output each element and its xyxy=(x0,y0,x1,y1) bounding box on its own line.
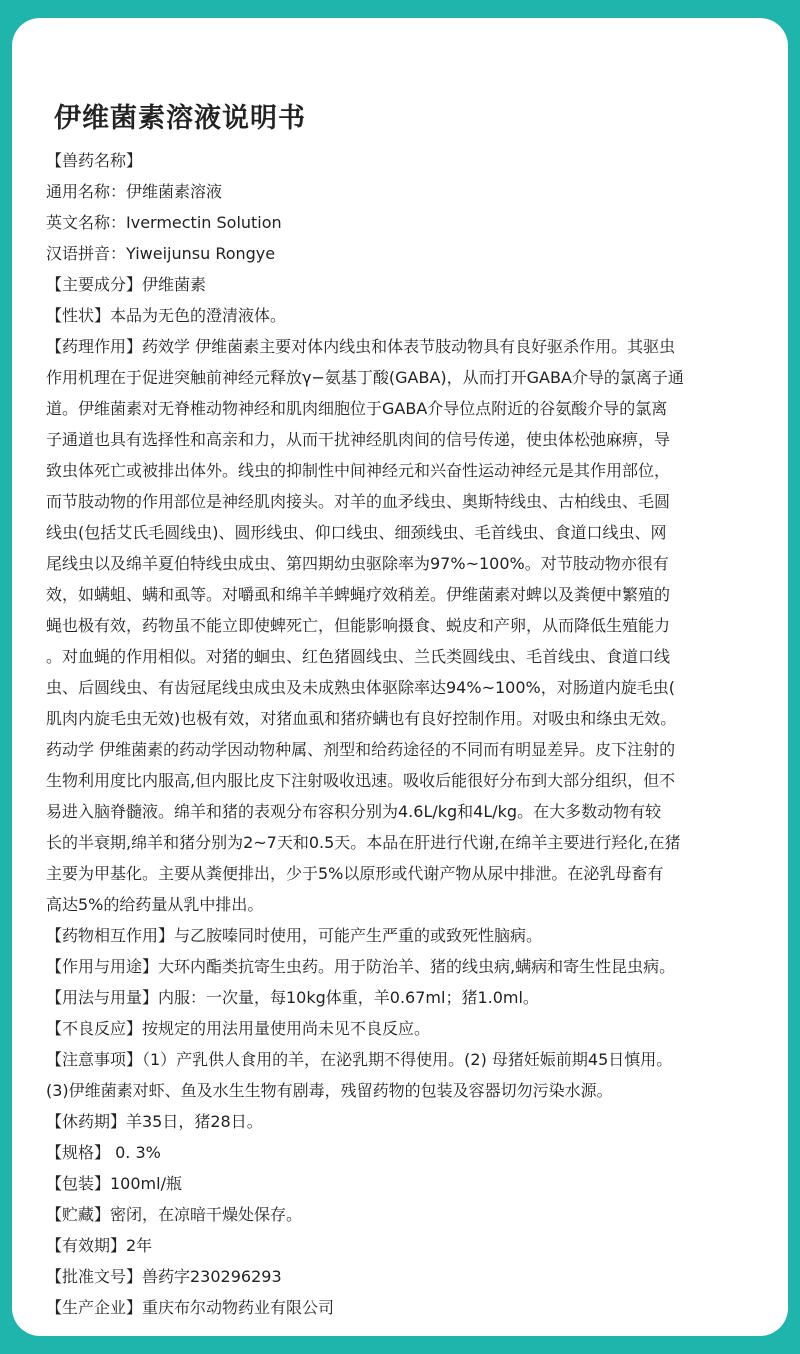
text-line: 【规格】 0. 3% xyxy=(46,1143,161,1162)
text-line: (3)伊维菌素对虾、鱼及水生生物有剧毒，残留药物的包装及容器切勿污染水源。 xyxy=(46,1081,613,1100)
text-line: 【药理作用】药效学 伊维菌素主要对体内线虫和体表节肢动物具有良好驱杀作用。其驱虫 xyxy=(46,337,676,356)
text-line: 虫、后圆线虫、有齿冠尾线虫成虫及未成熟虫体驱除率达94%~100%，对肠道内旋毛虫( xyxy=(46,678,675,697)
text-line: 易进入脑脊髓液。绵羊和猪的表观分布容积分别为4.6L/kg和4L/kg。在大多数动物有较 xyxy=(46,802,662,821)
text-line: 【兽药名称】 xyxy=(46,151,143,170)
text-line: 英文名称：Ivermectin Solution xyxy=(46,213,282,232)
text-line: 【注意事项】（1）产乳供人食用的羊，在泌乳期不得使用。(2) 母猪妊娠前期45日慎用。 xyxy=(46,1050,673,1069)
text-line: 通用名称：伊维菌素溶液 xyxy=(46,182,223,201)
text-line: 【生产企业】重庆布尔动物药业有限公司 xyxy=(46,1298,335,1317)
document-body xyxy=(46,145,762,1323)
text-line: 药动学 伊维菌素的药动学因动物种属、剂型和给药途径的不同而有明显差异。皮下注射的 xyxy=(46,740,676,759)
text-line: 【贮藏】密闭，在凉暗干燥处保存。 xyxy=(46,1205,303,1224)
text-line: 高达5%的给药量从乳中排出。 xyxy=(46,895,264,914)
document-title: 伊维菌素溶液说明书 xyxy=(54,103,306,134)
text-line: 【用法与用量】内服：一次量，每10kg体重，羊0.67ml；猪1.0ml。 xyxy=(46,988,539,1007)
text-line: 【批准文号】兽药字230296293 xyxy=(46,1267,282,1286)
text-line: 子通道也具有选择性和高亲和力，从而干扰神经肌肉间的信号传递，使虫体松弛麻痹，导 xyxy=(46,430,671,449)
text-line: 蝇也极有效，药物虽不能立即使蜱死亡，但能影响摄食、蜕皮和产卵，从而降低生殖能力 xyxy=(46,616,671,635)
text-line: 【不良反应】按规定的用法用量使用尚未见不良反应。 xyxy=(46,1019,431,1038)
text-line: 线虫(包括艾氏毛圆线虫)、圆形线虫、仰口线虫、细颈线虫、毛首线虫、食道口线虫、网 xyxy=(46,523,667,542)
text-line: 肌肉内旋毛虫无效)也极有效，对猪血虱和猪疥螨也有良好控制作用。对吸虫和绦虫无效。 xyxy=(46,709,677,728)
text-line: 生物利用度比内服高,但内服比皮下注射吸收迅速。吸收后能很好分布到大部分组织，但不 xyxy=(46,771,676,790)
document-card xyxy=(12,18,788,1336)
text-line: 主要为甲基化。主要从粪便排出，少于5%以原形或代谢产物从尿中排泄。在泌乳母畜有 xyxy=(46,864,664,883)
text-line: 汉语拼音：Yiweijunsu Rongye xyxy=(46,244,276,263)
text-line: 【作用与用途】大环内酯类抗寄生虫药。用于防治羊、猪的线虫病,螨病和寄生性昆虫病。 xyxy=(46,957,676,976)
text-line: 而节肢动物的作用部位是神经肌肉接头。对羊的血矛线虫、奥斯特线虫、古柏线虫、毛圆 xyxy=(46,492,671,511)
text-line: 致虫体死亡或被排出体外。线虫的抑制性中间神经元和兴奋性运动神经元是其作用部位， xyxy=(46,461,671,480)
text-line: 【性状】本品为无色的澄清液体。 xyxy=(46,306,287,325)
text-line: 【药物相互作用】与乙胺嗪同时使用，可能产生严重的或致死性脑病。 xyxy=(46,926,543,945)
text-line: 道。伊维菌素对无脊椎动物神经和肌肉细胞位于GABA介导位点附近的谷氨酸介导的氯离 xyxy=(46,399,668,418)
text-line: 尾线虫以及绵羊夏伯特线虫成虫、第四期幼虫驱除率为97%~100%。对节肢动物亦很有 xyxy=(46,554,669,573)
text-line: 【有效期】2年 xyxy=(46,1236,153,1255)
text-line: 长的半衰期,绵羊和猪分别为2~7天和0.5天。本品在肝进行代谢,在绵羊主要进行羟化,在猪 xyxy=(46,833,681,852)
text-line: 作用机理在于促进突触前神经元释放γ−氨基丁酸(GABA)，从而打开GABA介导的氯离子通 xyxy=(46,368,684,387)
text-line: 效，如螨蛆、螨和虱等。对嚼虱和绵羊羊蜱蝇疗效稍差。伊维菌素对蜱以及粪便中繁殖的 xyxy=(46,585,671,604)
text-line: 【主要成分】伊维菌素 xyxy=(46,275,207,294)
text-line: 【包装】100ml/瓶 xyxy=(46,1174,182,1193)
text-line: 【休药期】羊35日，猪28日。 xyxy=(46,1112,263,1131)
text-line: 。对血蝇的作用相似。对猪的蛔虫、红色猪圆线虫、兰氏类圆线虫、毛首线虫、食道口线 xyxy=(46,647,671,666)
